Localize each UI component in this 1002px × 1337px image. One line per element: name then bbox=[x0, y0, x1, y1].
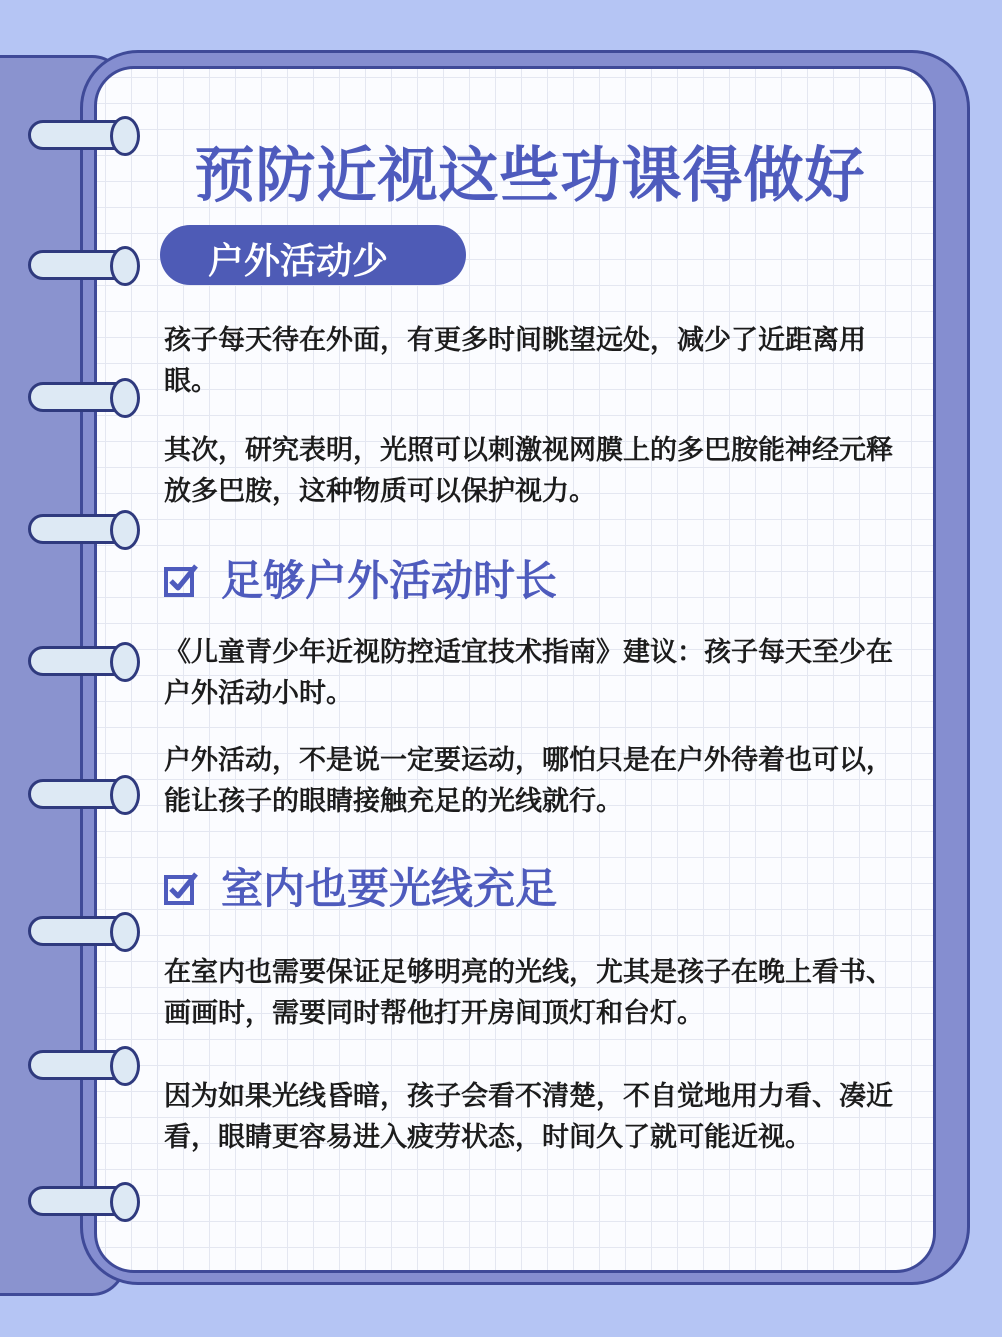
binder-ring-icon bbox=[24, 246, 140, 286]
page-title: 预防近视这些功课得做好 bbox=[194, 141, 866, 211]
checkbox-checked-icon bbox=[163, 562, 199, 598]
binder-ring-icon bbox=[24, 642, 140, 682]
section-heading-text: 足够户外活动时长 bbox=[221, 556, 558, 605]
binder-ring-icon bbox=[24, 775, 140, 815]
binder-ring-icon bbox=[24, 1046, 140, 1086]
binder-ring-icon bbox=[24, 1182, 140, 1222]
binder-ring-icon bbox=[24, 116, 140, 156]
section-pill bbox=[160, 225, 466, 285]
checkbox-checked-icon bbox=[163, 870, 199, 906]
paragraph: 户外活动，不是说一定要运动，哪怕只是在户外待着也可以，能让孩子的眼睛接触充足的光线就行。 bbox=[164, 745, 893, 817]
paragraph: 因为如果光线昏暗，孩子会看不清楚，不自觉地用力看、凑近看，眼睛更容易进入疲劳状态，时间久了就可能近视。 bbox=[164, 1081, 893, 1153]
paragraph: 《儿童青少年近视防控适宜技术指南》建议：孩子每天至少在户外活动小时。 bbox=[164, 637, 893, 709]
section-pill-label: 户外活动少 bbox=[208, 241, 389, 282]
paragraph: 其次，研究表明，光照可以刺激视网膜上的多巴胺能神经元释放多巴胺，这种物质可以保护视力。 bbox=[164, 435, 893, 507]
section-heading-text: 室内也要光线充足 bbox=[221, 864, 558, 913]
binder-ring-icon bbox=[24, 378, 140, 418]
paragraph: 孩子每天待在外面，有更多时间眺望远处，减少了近距离用眼。 bbox=[164, 325, 866, 397]
binder-ring-icon bbox=[24, 510, 140, 550]
paragraph: 在室内也需要保证足够明亮的光线，尤其是孩子在晚上看书、画画时，需要同时帮他打开房间顶灯和台灯。 bbox=[164, 957, 893, 1029]
binder-ring-icon bbox=[24, 912, 140, 952]
